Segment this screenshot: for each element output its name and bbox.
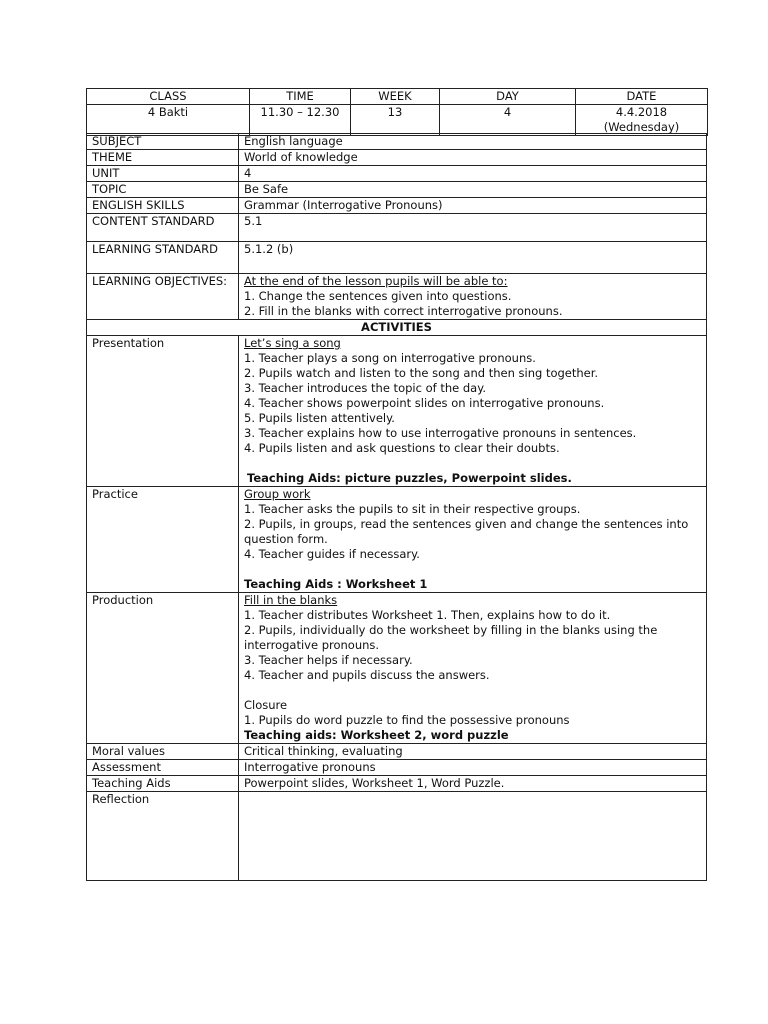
footer-label: Teaching Aids <box>87 776 239 792</box>
presentation-label: Presentation <box>87 336 239 487</box>
presentation-aids: Teaching Aids: picture puzzles, Powerpoint slides. <box>247 471 572 485</box>
reflection-row <box>87 792 707 881</box>
reflection-value <box>239 792 707 881</box>
footer-row-assessment <box>87 760 707 776</box>
practice-step: 1. Teacher asks the pupils to sit in their respective groups. <box>244 502 581 516</box>
info-label: THEME <box>87 150 239 166</box>
presentation-step: 2. Pupils watch and listen to the song and then sing together. <box>244 366 599 380</box>
practice-title: Group work <box>244 487 311 501</box>
lesson-plan-table <box>86 133 707 881</box>
info-value: Be Safe <box>239 182 707 198</box>
footer-value: Powerpoint slides, Worksheet 1, Word Puzzle. <box>239 776 707 792</box>
reflection-label: Reflection <box>87 792 239 881</box>
info-row-theme <box>87 150 707 166</box>
col-day: DAY <box>440 89 576 105</box>
production-cell <box>239 593 707 744</box>
activities-heading: ACTIVITIES <box>87 320 707 336</box>
info-value: 5.1 <box>239 214 707 242</box>
objectives-intro: At the end of the lesson pupils will be able to: <box>244 274 508 288</box>
closure-step: 1. Pupils do word puzzle to find the possessive pronouns <box>244 713 570 727</box>
footer-value: Interrogative pronouns <box>239 760 707 776</box>
closure-title: Closure <box>244 698 288 712</box>
practice-cell <box>239 487 707 593</box>
info-row-unit <box>87 166 707 182</box>
presentation-step: 3. Teacher explains how to use interrogative pronouns in sentences. <box>244 426 637 440</box>
practice-aids: Teaching Aids : Worksheet 1 <box>244 577 428 591</box>
production-aids: Teaching aids: Worksheet 2, word puzzle <box>244 728 509 742</box>
spacer <box>244 562 701 577</box>
info-value: Grammar (Interrogative Pronouns) <box>239 198 707 214</box>
info-value: 5.1.2 (b) <box>239 242 707 274</box>
info-label: SUBJECT <box>87 134 239 150</box>
col-time: TIME <box>250 89 351 105</box>
production-row <box>87 593 707 744</box>
presentation-step: 4. Pupils listen and ask questions to clear their doubts. <box>244 441 560 455</box>
day-value: 4 <box>440 105 576 136</box>
production-step: 1. Teacher distributes Worksheet 1. Then, explains how to do it. <box>244 608 611 622</box>
practice-row <box>87 487 707 593</box>
class-value: 4 Bakti <box>87 105 250 136</box>
info-row-content-standard <box>87 214 707 242</box>
info-label: ENGLISH SKILLS <box>87 198 239 214</box>
activities-heading-row <box>87 320 707 336</box>
footer-label: Assessment <box>87 760 239 776</box>
presentation-step: 1. Teacher plays a song on interrogative pronouns. <box>244 351 536 365</box>
col-week: WEEK <box>351 89 440 105</box>
production-label: Production <box>87 593 239 744</box>
info-label: LEARNING STANDARD <box>87 242 239 274</box>
production-step: 2. Pupils, individually do the worksheet by filling in the blanks using the interrogative pronouns. <box>244 623 658 652</box>
info-row-learning-standard <box>87 242 707 274</box>
info-value: World of knowledge <box>239 150 707 166</box>
col-date: DATE <box>576 89 708 105</box>
info-label: TOPIC <box>87 182 239 198</box>
spacer <box>244 456 701 471</box>
presentation-step: 4. Teacher shows powerpoint slides on interrogative pronouns. <box>244 396 605 410</box>
practice-step: 4. Teacher guides if necessary. <box>244 547 420 561</box>
info-label: UNIT <box>87 166 239 182</box>
production-step: 4. Teacher and pupils discuss the answers. <box>244 668 490 682</box>
objective-item: 1. Change the sentences given into questions. <box>244 289 512 303</box>
practice-label: Practice <box>87 487 239 593</box>
info-value: English language <box>239 134 707 150</box>
time-value: 11.30 – 12.30 <box>250 105 351 136</box>
header-row <box>87 89 708 105</box>
presentation-cell <box>239 336 707 487</box>
footer-row-teaching-aids <box>87 776 707 792</box>
objectives-row <box>87 274 707 320</box>
date-value: 4.4.2018 (Wednesday) <box>576 105 708 136</box>
objective-item: 2. Fill in the blanks with correct interrogative pronouns. <box>244 304 563 318</box>
presentation-row <box>87 336 707 487</box>
week-value: 13 <box>351 105 440 136</box>
col-class: CLASS <box>87 89 250 105</box>
objectives-cell <box>239 274 707 320</box>
production-title: Fill in the blanks <box>244 593 338 607</box>
footer-row-moral <box>87 744 707 760</box>
info-label: CONTENT STANDARD <box>87 214 239 242</box>
presentation-title: Let’s sing a song <box>244 336 341 350</box>
footer-label: Moral values <box>87 744 239 760</box>
spacer <box>244 683 701 698</box>
header-values-row <box>87 105 708 136</box>
header-table <box>86 88 708 136</box>
info-value: 4 <box>239 166 707 182</box>
practice-step: 2. Pupils, in groups, read the sentences given and change the sentences into question form. <box>244 517 689 546</box>
info-row-topic <box>87 182 707 198</box>
objectives-label: LEARNING OBJECTIVES: <box>87 274 239 320</box>
info-row-subject <box>87 134 707 150</box>
footer-value: Critical thinking, evaluating <box>239 744 707 760</box>
presentation-step: 3. Teacher introduces the topic of the day. <box>244 381 487 395</box>
presentation-step: 5. Pupils listen attentively. <box>244 411 395 425</box>
info-row-skills <box>87 198 707 214</box>
production-step: 3. Teacher helps if necessary. <box>244 653 413 667</box>
